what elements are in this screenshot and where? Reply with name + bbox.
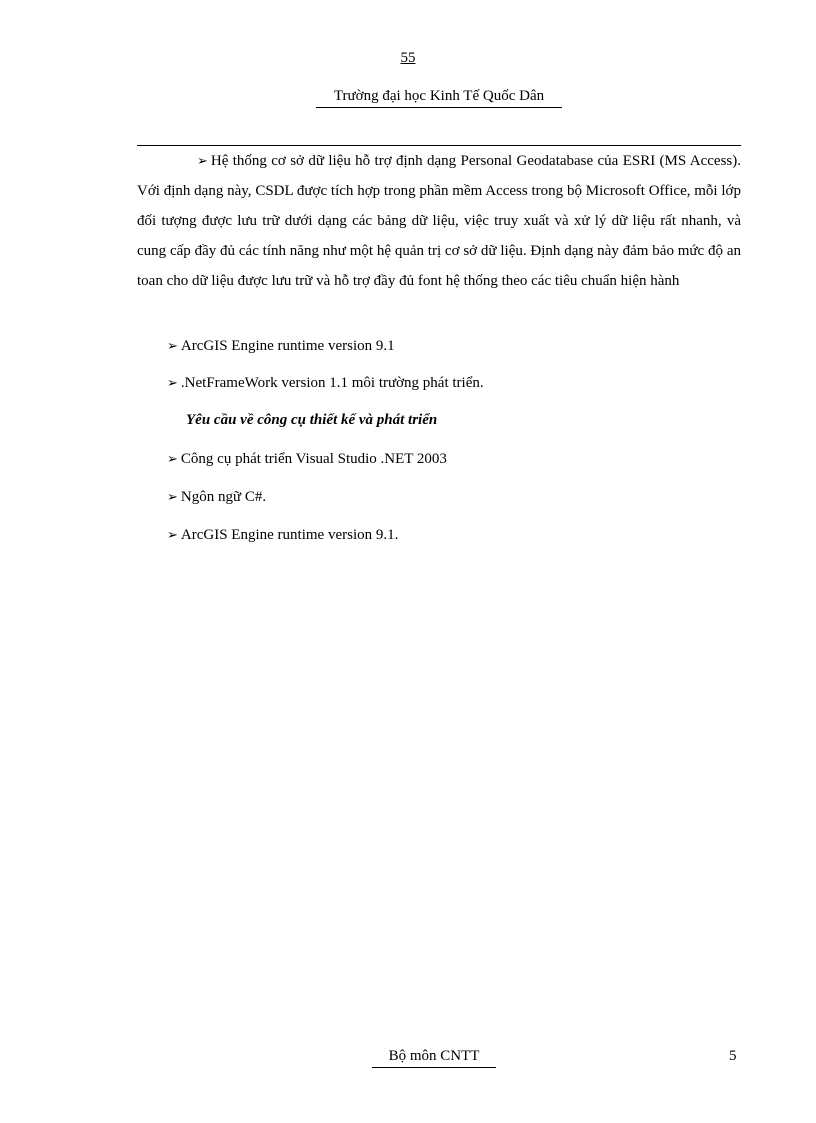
bullet-arrow-icon: ➢ [167, 489, 178, 504]
list-item [167, 448, 447, 470]
list-item [167, 335, 395, 357]
school-name: Trường đại học Kinh Tế Quốc Dân [316, 88, 562, 108]
header-page-number: 55 [400, 50, 416, 66]
footer-department: Bộ môn CNTT [372, 1048, 496, 1068]
list-item-text: ArcGIS Engine runtime version 9.1 [180, 338, 395, 354]
footer-page-number: 5 [729, 1048, 737, 1064]
list-item [167, 524, 398, 546]
list-item [167, 372, 484, 394]
bullet-arrow-icon: ➢ [167, 338, 178, 353]
list-item-text: Công cụ phát triển Visual Studio .NET 2003 [180, 451, 447, 467]
list-item-text: Ngôn ngữ C#. [180, 489, 267, 505]
list-item [167, 486, 266, 508]
list-item-text: ArcGIS Engine runtime version 9.1. [180, 527, 399, 543]
section-heading: Yêu cầu về công cụ thiết kế và phát triển [186, 412, 438, 428]
paragraph-text: Hệ thống cơ sở dữ liệu hỗ trợ định dạng Personal Geodatabase của ESRI (MS Access). Với định dạng này, CSDL được tích hợp trong phần mềm Access trong bộ Microsoft Office, mỗi lớp đối tượng được lưu trữ dưới dạng các bảng dữ liệu, việc truy xuất và xử lý dữ liệu rất nhanh, và cung cấp đầy đủ các tính năng như một hệ quản trị cơ sở dữ liệu. Định dạng này đảm bảo mức độ an toan cho dữ liệu được lưu trữ và hỗ trợ đầy đủ font hệ thống theo các tiêu chuẩn hiện hành [137, 153, 741, 289]
bullet-arrow-icon: ➢ [167, 451, 178, 466]
bullet-arrow-icon: ➢ [197, 153, 208, 168]
bullet-arrow-icon: ➢ [167, 527, 178, 542]
bullet-arrow-icon: ➢ [167, 375, 178, 390]
list-item-text: .NetFrameWork version 1.1 môi trường phát triển. [180, 375, 484, 391]
body-paragraph [137, 146, 741, 296]
